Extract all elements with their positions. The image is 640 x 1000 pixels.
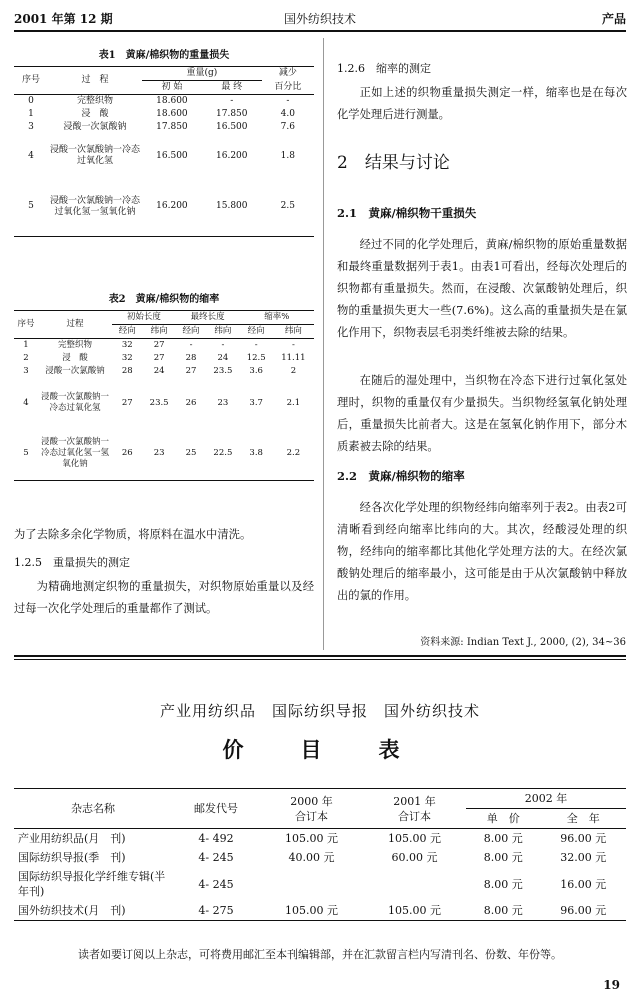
- heading-1-2-5: 1.2.5 重量损失的测定: [14, 556, 130, 569]
- t2-h-seq: 序号: [17, 319, 35, 329]
- table1-caption: 表1 黄麻/棉织物的重量损失: [98, 50, 230, 61]
- table-row: 2 浸 酸 32 27 28 24 12.5 11.11: [23, 353, 306, 363]
- source-note: 资料来源: Indian Text J., 2000, (2), 34~36: [420, 637, 626, 648]
- pl-h-2000: 2000 年 合订本: [290, 794, 333, 823]
- right-paragraph-3: 在随后的湿处理中，当织物在冷态下进行过氧化氢处理时，织物的重量仅有少量损失。当织物经氢氧化钠处理后，重量损失比前者大。这是在氢氧化钠作用下，部分木质素被去除的结果。: [337, 374, 627, 453]
- table-row: 产业用纺织品(月 刊) 4- 492 105.00 元 105.00 元 8.00 元 96.00 元: [18, 832, 607, 845]
- t2-h-shrink: 缩率%: [240, 311, 314, 325]
- table-row: 1 完整织物 32 27 - - - -: [23, 340, 295, 350]
- right-paragraph-2: 经过不同的化学处理后，黄麻/棉织物的原始重量数据和最终重量数据列于表1。由表1可看出，经每次处理后的织物都有重量损失。然而，在浸酸、次氯酸钠处理后，织物的重量损失更大一些(7.6%)。这么高的重量损失是在氯化作用下，织物表层毛羽类纤维被去除的结果。: [337, 238, 627, 339]
- table2-caption: 表2 黄麻/棉织物的缩率: [108, 294, 220, 305]
- table-row: 0 完整织物 18.600 - -: [28, 96, 290, 106]
- table1: [14, 66, 314, 237]
- pl-h-unit: 单 价: [486, 812, 520, 825]
- right-paragraph-4: 经各次化学处理的织物经纬向缩率列于表2。由表2可清晰看到经向缩率比纬向的大。其次，经酸浸处理的织物，经纬向的缩率都比其他化学处理方法的大。在经次氯酸钠处理后的缩率最小，这可能是由于从次氯酸钠中释放出的氯的作用。: [337, 501, 627, 602]
- t2-h-process: 过程: [66, 319, 84, 329]
- left-paragraph-1: 为了去除多余化学物质，将原料在温水中清洗。: [14, 528, 252, 541]
- t2-h-warp: 经向: [247, 326, 265, 336]
- journal-title: 国外纺织技术: [283, 12, 356, 26]
- table-row: 国际纺织导报(季 刊) 4- 245 40.00 元 60.00 元 8.00 元 32.00 元: [18, 851, 607, 864]
- table2: [14, 310, 314, 481]
- page-header: [14, 10, 626, 32]
- price-list-title: 价 目 表: [222, 737, 418, 762]
- table-row: 4 浸酸一次氯酸钠一冷态过氧化氢 16.500 16.200 1.8: [28, 145, 295, 166]
- t2-h-warp: 经向: [118, 326, 136, 336]
- left-paragraph-2: 为精确地测定织物的重量损失，对织物原始重量以及经过每一次化学处理后的重量都作了测试。: [14, 580, 314, 615]
- table-row: 国际纺织导报化学纤维专辑(半年刊) 4- 245 8.00 元 16.00 元: [18, 870, 607, 898]
- table-row: 5 浸酸一次氯酸钠一冷态过氧化氢一氢氧化钠 16.200 15.800 2.5: [14, 178, 314, 236]
- pl-h-year: 全 年: [566, 812, 600, 825]
- t2-h-weft: 纬向: [284, 326, 302, 336]
- t1-h-reduce2: 百分比: [274, 81, 302, 92]
- section-rule-thin: [14, 659, 626, 660]
- issue-label: 2001 年第 12 期: [14, 12, 113, 26]
- t2-h-weft: 纬向: [214, 326, 232, 336]
- table-row: 1 浸 酸 18.600 17.850 4.0: [28, 109, 295, 119]
- column-divider: [323, 38, 324, 650]
- table-row: 5 浸酸一次氯酸钠一冷态过氧化氢一氢氧化钠 26 23 25 22.5 3.8 2.2: [14, 428, 314, 480]
- t2-h-weft: 纬向: [150, 326, 168, 336]
- price-table: [14, 788, 626, 921]
- t1-h-final: 最 终: [221, 82, 243, 92]
- table-row: 3 浸酸一次氯酸钠 28 24 27 23.5 3.6 2: [23, 366, 297, 376]
- pl-h-2001: 2001 年 合订本: [393, 794, 436, 823]
- pl-h-name: 杂志名称: [71, 802, 115, 815]
- right-paragraph-1: 正如上述的织物重量损失测定一样，缩率也是在每次化学处理后进行测量。: [337, 86, 627, 121]
- heading-1-2-6: 1.2.6 缩率的测定: [337, 62, 431, 75]
- subscription-note: 读者如要订阅以上杂志，可将费用邮汇至本刊编辑部，并在汇款留言栏内写清刊名、份数、年份等。: [78, 948, 562, 961]
- pl-h-code: 邮发代号: [194, 802, 238, 815]
- pl-h-2002: 2002 年: [466, 789, 626, 809]
- t2-h-final: 最终长度: [176, 311, 240, 325]
- section-rule: [14, 655, 626, 657]
- heading-2-2: 2.2 黄麻/棉织物的缩率: [337, 469, 465, 483]
- t2-h-warp: 经向: [182, 326, 200, 336]
- section-label: 产品: [601, 12, 626, 26]
- t1-h-process: 过 程: [81, 75, 109, 85]
- header-rule: [14, 30, 626, 32]
- t2-h-init: 初始长度: [112, 311, 176, 325]
- price-list-journals: 产业用纺织品 国际纺织导报 国外纺织技术: [159, 702, 480, 720]
- t1-h-seq: 序号: [21, 75, 40, 85]
- t1-h-initial: 初 始: [161, 82, 183, 92]
- page-number: 19: [603, 978, 620, 992]
- table-row: 4 浸酸一次氯酸钠一冷态过氧化氢 27 23.5 26 23 3.7 2.1: [23, 392, 301, 413]
- table-row: 国外纺织技术(月 刊) 4- 275 105.00 元 105.00 元 8.00 元 96.00 元: [14, 901, 626, 921]
- heading-2: 2 结果与讨论: [337, 153, 450, 173]
- t1-h-reduce1: 减少: [278, 68, 297, 79]
- t1-h-weight: 重量(g): [142, 67, 262, 81]
- table-row: 3 浸酸一次氯酸钠 17.850 16.500 7.6: [28, 122, 295, 132]
- heading-2-1: 2.1 黄麻/棉织物干重损失: [337, 206, 477, 220]
